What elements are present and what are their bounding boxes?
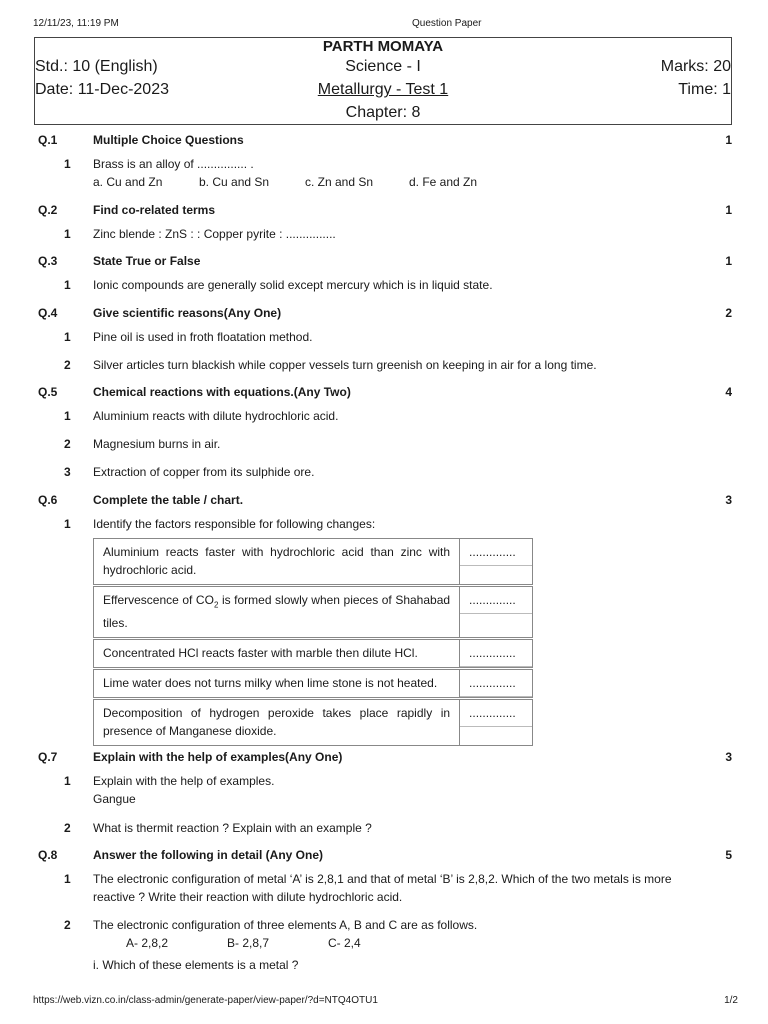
sub-question: i. Which of these elements is a metal ? [93,958,299,972]
question-item [38,356,732,374]
question-header [38,306,732,322]
question-title: Give scientific reasons(Any One) [93,306,282,320]
item-number: 1 [64,774,71,788]
print-timestamp: 12/11/23, 11:19 PM [33,18,119,29]
table-row [94,700,533,746]
item-number: 1 [64,278,71,292]
question-header [38,848,732,864]
table-row [94,670,533,698]
question-item [38,328,732,346]
question-item [38,225,732,243]
item-text: The electronic configuration of metal ‘A’ is 2,8,1 and that of metal ‘B’ is 2,8,2. Which of the two metals is more reactive ? Write their reaction with dilute hydrochloric acid. [93,872,672,904]
answer-blank: .............. [460,587,532,614]
table-statement: Concentrated HCl reacts faster with marble then dilute HCl. [94,640,460,668]
item-text: What is thermit reaction ? Explain with an example ? [93,821,372,835]
question-item [38,155,732,191]
table-statement: Lime water does not turns milky when lime stone is not heated. [94,670,460,698]
config-a: A- 2,8,2 [126,936,169,950]
table-row [94,539,533,585]
institute-name: PARTH MOMAYA [322,38,444,55]
answer-blank: .............. [460,700,532,727]
print-url: https://web.vizn.co.in/class-admin/generate-paper/view-paper/?d=NTQ4OTU1 [33,995,378,1006]
question-marks: 5 [725,848,732,862]
option-c: c. Zn and Sn [305,175,374,189]
question-marks: 3 [725,750,732,764]
config-c: C- 2,4 [328,936,361,950]
item-number: 3 [64,465,71,479]
option-b: b. Cu and Sn [199,175,270,189]
question-header [38,385,732,401]
question-marks: 2 [725,306,732,320]
item-number: 1 [64,872,71,886]
mcq-options [93,173,712,191]
item-number: 1 [64,517,71,531]
question-number: Q.2 [38,203,58,217]
item-number: 2 [64,918,71,932]
table-statement [94,587,460,638]
table-row [94,640,533,668]
paper-header [34,37,732,125]
item-text: Pine oil is used in froth floatation method. [93,330,313,344]
question-title: Chemical reactions with equations.(Any Two) [93,385,351,399]
item-text: Gangue [93,792,136,806]
question-item [38,916,732,976]
item-number: 1 [64,330,71,344]
statement-part: Effervescence of CO [103,593,214,607]
option-a: a. Cu and Zn [93,175,163,189]
config-b: B- 2,8,7 [227,936,270,950]
question-number: Q.6 [38,493,58,507]
item-number: 1 [64,227,71,241]
question-header [38,133,732,149]
table-answer-cell [460,587,533,638]
question-title: State True or False [93,254,201,268]
question-number: Q.3 [38,254,58,268]
question-title: Explain with the help of examples(Any One) [93,750,343,764]
item-number: 2 [64,437,71,451]
question-title: Answer the following in detail (Any One) [93,848,324,862]
element-configs [126,934,712,952]
question-item [38,772,732,808]
question-header [38,493,732,509]
question-item [38,515,732,533]
standard-label: Std.: 10 (English) [35,58,158,75]
table-answer-cell [460,700,533,746]
question-header [38,203,732,219]
question-number: Q.5 [38,385,58,399]
factors-table [93,538,533,746]
subscript: 2 [213,600,219,610]
item-text: The electronic configuration of three elements A, B and C are as follows. [93,918,478,932]
question-item [38,463,732,481]
item-number: 1 [64,409,71,423]
table-row [94,587,533,638]
question-title: Multiple Choice Questions [93,133,244,147]
test-title: Metallurgy - Test 1 [317,81,449,98]
question-marks: 3 [725,493,732,507]
item-text: Zinc blende : ZnS : : Copper pyrite : ............... [93,227,336,241]
question-item [38,819,732,837]
chapter-label: Chapter: 8 [345,104,421,121]
question-title: Complete the table / chart. [93,493,244,507]
print-page-title: Question Paper [412,18,482,29]
item-text: Magnesium burns in air. [93,437,221,451]
option-d: d. Fe and Zn [409,175,478,189]
answer-blank: .............. [460,539,532,566]
date-label: Date: 11-Dec-2023 [35,81,169,98]
subject-label: Science - I [345,58,421,75]
question-number: Q.7 [38,750,58,764]
answer-blank: .............. [460,670,532,697]
item-number: 2 [64,358,71,372]
table-answer-cell [460,670,533,698]
question-item [38,435,732,453]
question-marks: 4 [725,385,732,399]
table-answer-cell [460,539,533,585]
item-text: Aluminium reacts with dilute hydrochloric acid. [93,409,339,423]
question-number: Q.1 [38,133,58,147]
table-answer-cell [460,640,533,668]
question-marks: 1 [725,203,732,217]
statement-part: is formed slowly when pieces of Shahabad tiles. [103,593,451,631]
item-text: Brass is an alloy of ............... . [93,157,254,171]
question-item [38,870,732,906]
question-title: Find co-related terms [93,203,216,217]
print-page-count: 1/2 [724,995,738,1006]
table-statement: Decomposition of hydrogen peroxide takes place rapidly in presence of Manganese dioxide. [94,700,460,746]
item-text: Identify the factors responsible for following changes: [93,517,376,531]
question-marks: 1 [725,133,732,147]
item-number: 2 [64,821,71,835]
marks-label: Marks: 20 [660,58,731,75]
item-number: 1 [64,157,71,171]
question-item [38,276,732,294]
question-header [38,750,732,766]
question-number: Q.4 [38,306,58,320]
table-statement: Aluminium reacts faster with hydrochloric acid than zinc with hydrochloric acid. [94,539,460,585]
item-text: Extraction of copper from its sulphide ore. [93,465,315,479]
item-text: Ionic compounds are generally solid except mercury which is in liquid state. [93,278,493,292]
item-text: Explain with the help of examples. [93,774,275,788]
question-header [38,254,732,270]
question-item [38,407,732,425]
answer-blank: .............. [460,640,532,667]
question-marks: 1 [725,254,732,268]
time-label: Time: 1 [678,81,731,98]
question-number: Q.8 [38,848,58,862]
item-text: Silver articles turn blackish while copper vessels turn greenish on keeping in air for a long time. [93,358,597,372]
